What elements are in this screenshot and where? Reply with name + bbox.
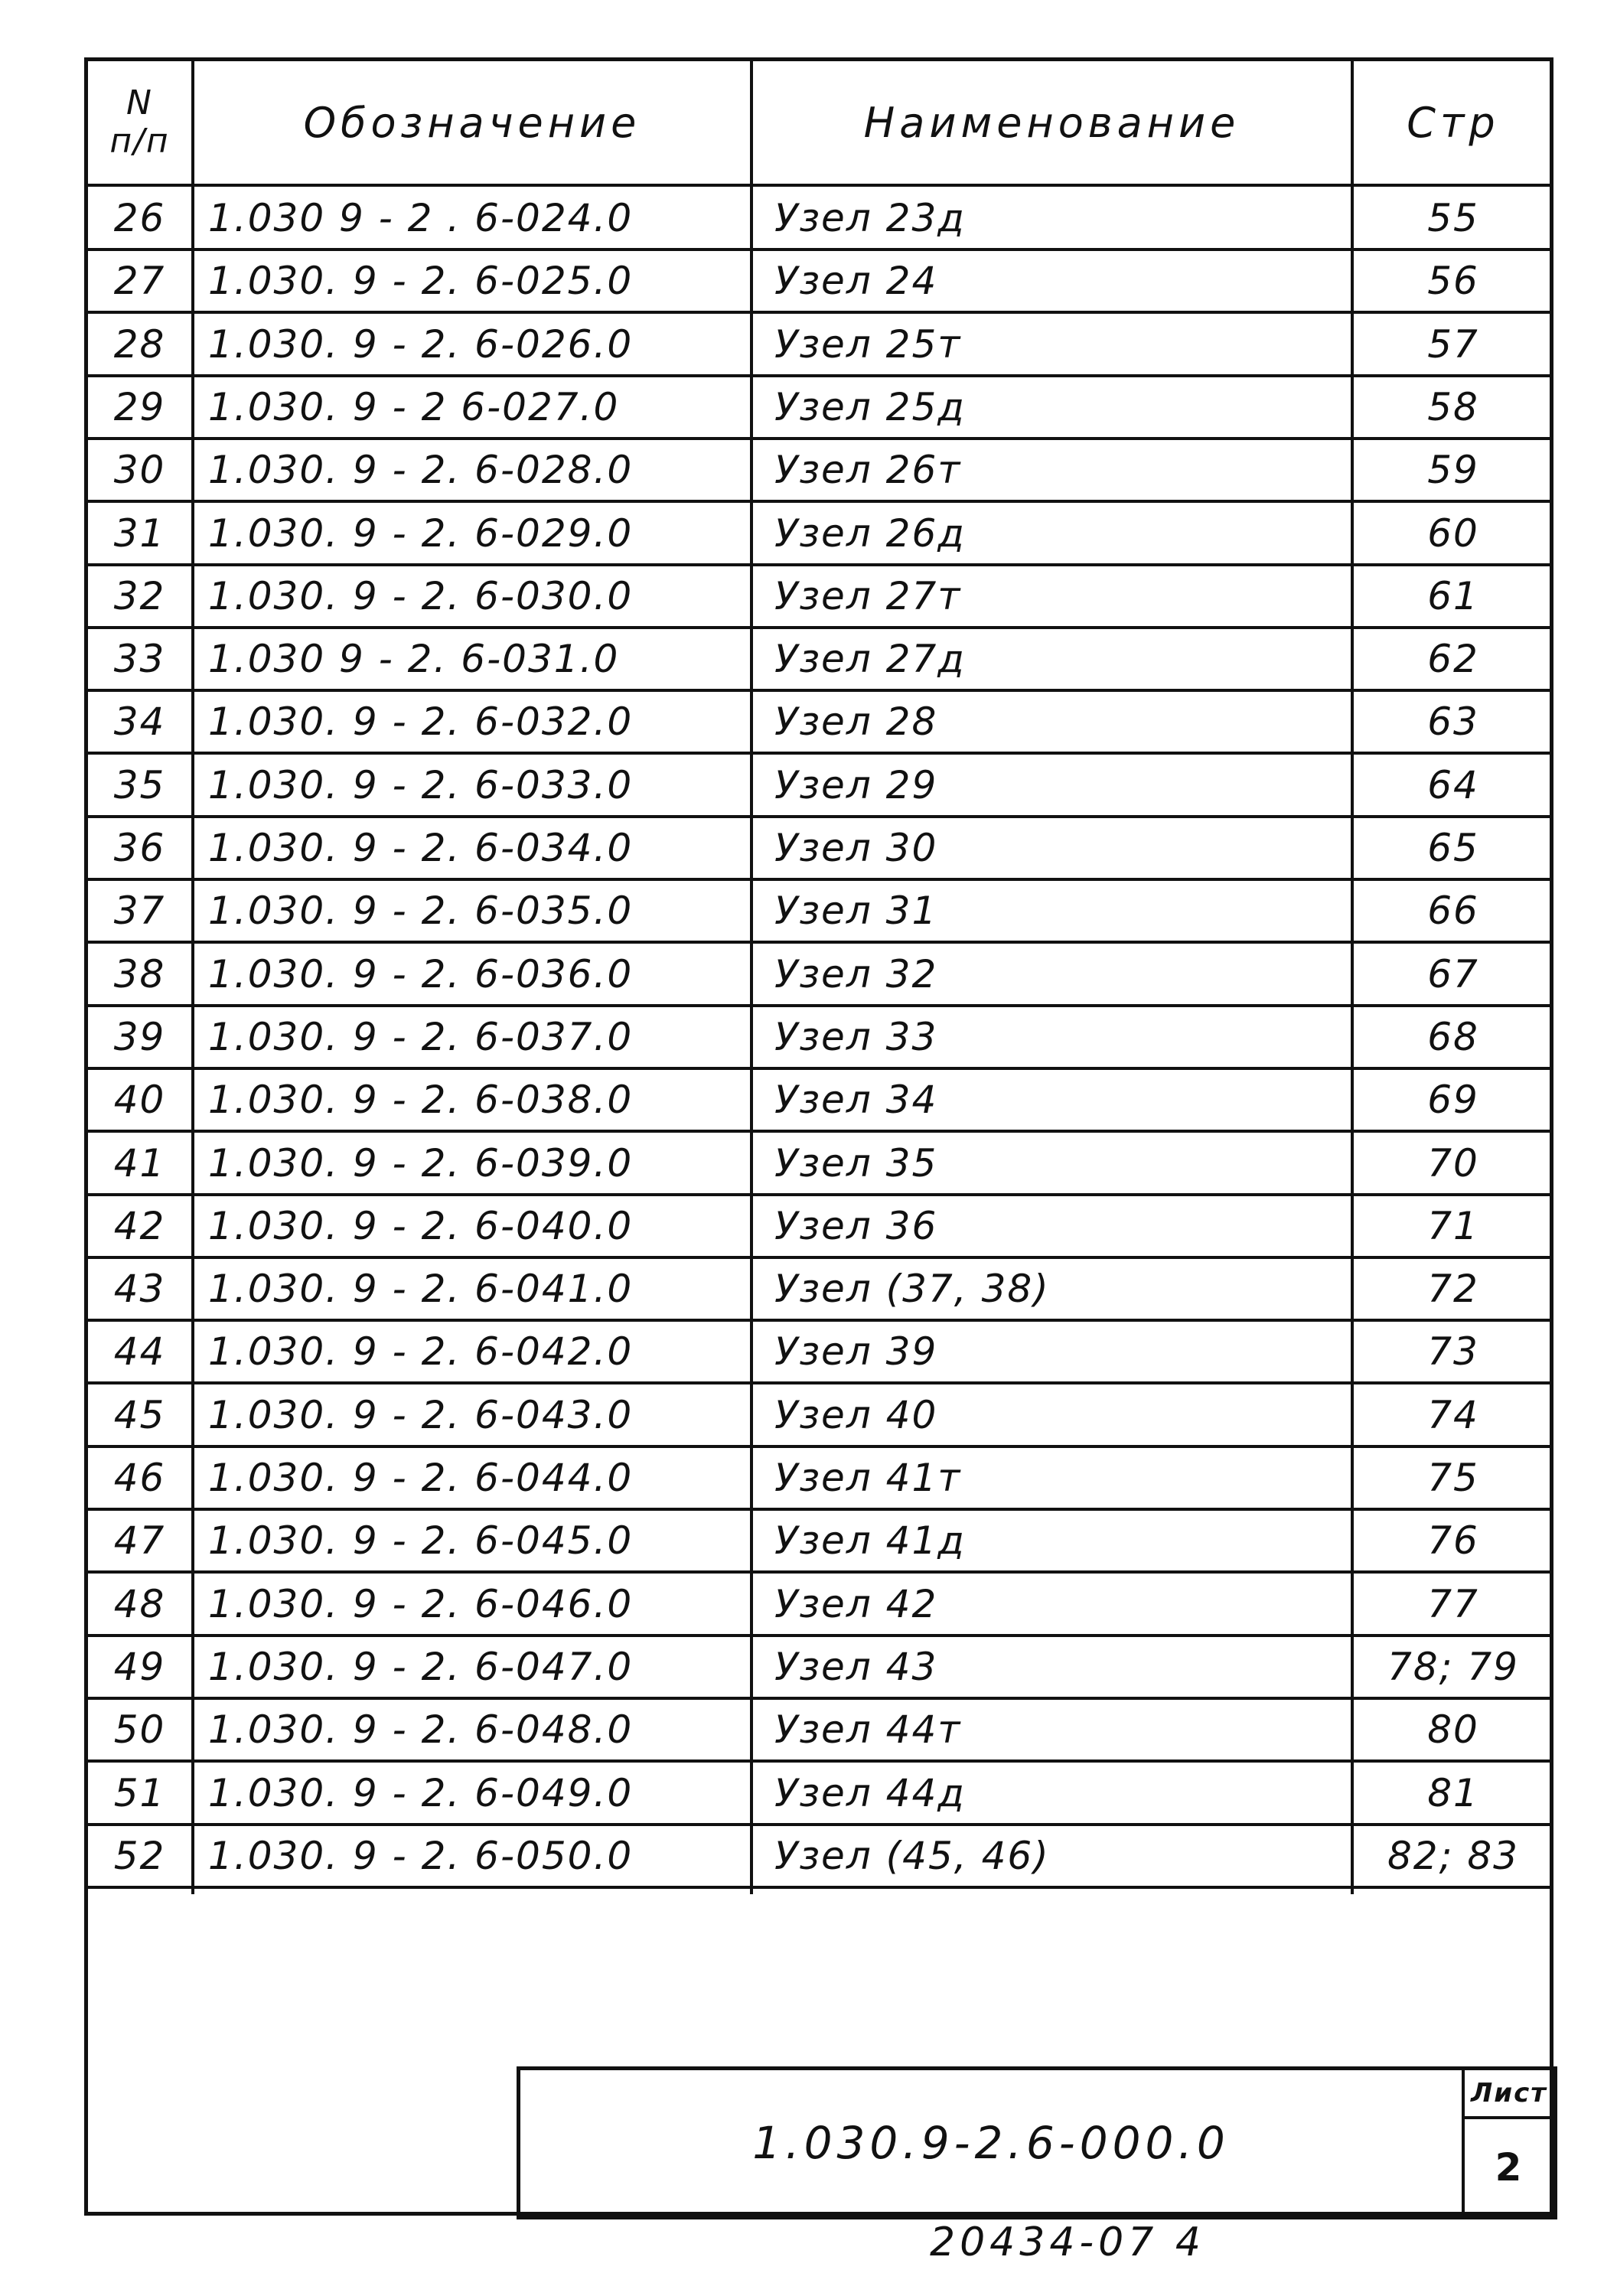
row-page: 71	[1427, 1204, 1479, 1248]
row-name: Узел 39	[774, 1329, 938, 1374]
row-name: Узел 27д	[774, 637, 966, 681]
row-name: Узел 35	[774, 1141, 938, 1186]
row-name: Узел 44д	[774, 1771, 966, 1815]
row-name: Узел 23д	[774, 196, 966, 240]
row-number: 48	[113, 1582, 166, 1626]
header-name: Наименование	[863, 98, 1240, 147]
row-name: Узел 42	[774, 1582, 938, 1626]
header-page: Стр	[1407, 98, 1500, 147]
row-number: 39	[113, 1015, 166, 1059]
title-block	[517, 2066, 1557, 2219]
sheet-number: 2	[1495, 2145, 1524, 2190]
row-number: 31	[113, 511, 166, 556]
row-name: Узел 33	[774, 1015, 938, 1059]
row-page: 81	[1427, 1771, 1479, 1815]
row-page: 73	[1427, 1329, 1479, 1374]
row-designation: 1.030. 9 - 2. 6-036.0	[208, 952, 634, 996]
row-number: 36	[113, 826, 166, 870]
row-page: 76	[1427, 1518, 1479, 1563]
row-name: Узел 34	[774, 1078, 938, 1122]
row-number: 45	[113, 1393, 166, 1437]
row-page: 72	[1427, 1267, 1479, 1311]
row-page: 74	[1427, 1393, 1479, 1437]
row-designation: 1.030. 9 - 2. 6-032.0	[208, 700, 634, 744]
row-name: Узел 40	[774, 1393, 938, 1437]
row-number: 44	[113, 1329, 166, 1374]
row-designation: 1.030. 9 - 2. 6-045.0	[208, 1518, 634, 1563]
row-name: Узел 41т	[774, 1456, 962, 1500]
row-number: 29	[113, 385, 166, 429]
row-page: 75	[1427, 1456, 1479, 1500]
row-designation: 1.030. 9 - 2. 6-043.0	[208, 1393, 634, 1437]
row-designation: 1.030. 9 - 2. 6-037.0	[208, 1015, 634, 1059]
row-name: Узел 27т	[774, 574, 962, 618]
row-number: 43	[113, 1267, 166, 1311]
header-designation: Обозначение	[303, 98, 641, 147]
row-page: 82; 83	[1387, 1834, 1519, 1878]
row-page: 62	[1427, 637, 1479, 681]
row-name: Узел (37, 38)	[774, 1267, 1050, 1311]
row-number: 26	[113, 196, 166, 240]
row-name: Узел 25т	[774, 322, 962, 367]
row-page: 78; 79	[1387, 1645, 1519, 1689]
header-num: N п/п	[109, 83, 170, 161]
row-page: 63	[1427, 700, 1479, 744]
row-number: 46	[113, 1456, 166, 1500]
row-name: Узел 28	[774, 700, 938, 744]
archive-number: 20434-07 4	[930, 2219, 1205, 2265]
row-designation: 1.030. 9 - 2. 6-029.0	[208, 511, 634, 556]
row-number: 30	[113, 448, 166, 492]
row-designation: 1.030. 9 - 2. 6-047.0	[208, 1645, 634, 1689]
row-page: 67	[1427, 952, 1479, 996]
row-number: 34	[113, 700, 166, 744]
row-page: 64	[1427, 763, 1479, 807]
row-number: 37	[113, 889, 166, 933]
row-page: 80	[1427, 1707, 1479, 1752]
row-divider	[88, 1886, 1550, 1889]
row-page: 60	[1427, 511, 1479, 556]
row-page: 70	[1427, 1141, 1479, 1186]
row-designation: 1.030. 9 - 2. 6-049.0	[208, 1771, 634, 1815]
row-designation: 1.030 9 - 2 . 6-024.0	[208, 196, 634, 240]
row-designation: 1.030. 9 - 2. 6-041.0	[208, 1267, 634, 1311]
row-number: 33	[113, 637, 166, 681]
sheet-label: Лист	[1471, 2078, 1547, 2108]
row-page: 66	[1427, 889, 1479, 933]
row-page: 68	[1427, 1015, 1479, 1059]
row-designation: 1.030 9 - 2. 6-031.0	[208, 637, 620, 681]
row-name: Узел 36	[774, 1204, 938, 1248]
row-page: 77	[1427, 1582, 1479, 1626]
row-designation: 1.030. 9 - 2. 6-040.0	[208, 1204, 634, 1248]
row-name: Узел 32	[774, 952, 938, 996]
row-page: 59	[1427, 448, 1479, 492]
row-number: 40	[113, 1078, 166, 1122]
row-designation: 1.030. 9 - 2. 6-030.0	[208, 574, 634, 618]
row-designation: 1.030. 9 - 2. 6-034.0	[208, 826, 634, 870]
row-page: 55	[1427, 196, 1479, 240]
row-name: Узел 43	[774, 1645, 938, 1689]
row-page: 69	[1427, 1078, 1479, 1122]
row-name: Узел 26т	[774, 448, 962, 492]
row-designation: 1.030. 9 - 2. 6-028.0	[208, 448, 634, 492]
row-number: 35	[113, 763, 166, 807]
row-number: 41	[113, 1141, 166, 1186]
row-page: 56	[1427, 259, 1479, 303]
row-name: Узел (45, 46)	[774, 1834, 1050, 1878]
row-name: Узел 26д	[774, 511, 966, 556]
row-number: 50	[113, 1707, 166, 1752]
row-name: Узел 44т	[774, 1707, 962, 1752]
row-designation: 1.030. 9 - 2. 6-050.0	[208, 1834, 634, 1878]
row-name: Узел 29	[774, 763, 938, 807]
row-page: 61	[1427, 574, 1479, 618]
row-name: Узел 24	[774, 259, 938, 303]
row-designation: 1.030. 9 - 2 6-027.0	[208, 385, 620, 429]
row-designation: 1.030. 9 - 2. 6-044.0	[208, 1456, 634, 1500]
row-number: 27	[113, 259, 166, 303]
row-name: Узел 25д	[774, 385, 966, 429]
document-code: 1.030.9-2.6-000.0	[752, 2117, 1230, 2169]
row-designation: 1.030. 9 - 2. 6-033.0	[208, 763, 634, 807]
row-number: 52	[113, 1834, 166, 1878]
row-designation: 1.030. 9 - 2. 6-026.0	[208, 322, 634, 367]
row-designation: 1.030. 9 - 2. 6-038.0	[208, 1078, 634, 1122]
row-designation: 1.030. 9 - 2. 6-025.0	[208, 259, 634, 303]
row-number: 49	[113, 1645, 166, 1689]
row-page: 57	[1427, 322, 1479, 367]
row-number: 47	[113, 1518, 166, 1563]
row-name: Узел 30	[774, 826, 938, 870]
row-page: 58	[1427, 385, 1479, 429]
row-number: 42	[113, 1204, 166, 1248]
row-name: Узел 31	[774, 889, 938, 933]
drawing-sheet	[84, 57, 1553, 2216]
row-number: 32	[113, 574, 166, 618]
row-designation: 1.030. 9 - 2. 6-046.0	[208, 1582, 634, 1626]
row-designation: 1.030. 9 - 2. 6-039.0	[208, 1141, 634, 1186]
row-page: 65	[1427, 826, 1479, 870]
row-number: 51	[113, 1771, 166, 1815]
row-designation: 1.030. 9 - 2. 6-035.0	[208, 889, 634, 933]
row-number: 28	[113, 322, 166, 367]
row-number: 38	[113, 952, 166, 996]
row-name: Узел 41д	[774, 1518, 966, 1563]
row-designation: 1.030. 9 - 2. 6-042.0	[208, 1329, 634, 1374]
row-designation: 1.030. 9 - 2. 6-048.0	[208, 1707, 634, 1752]
